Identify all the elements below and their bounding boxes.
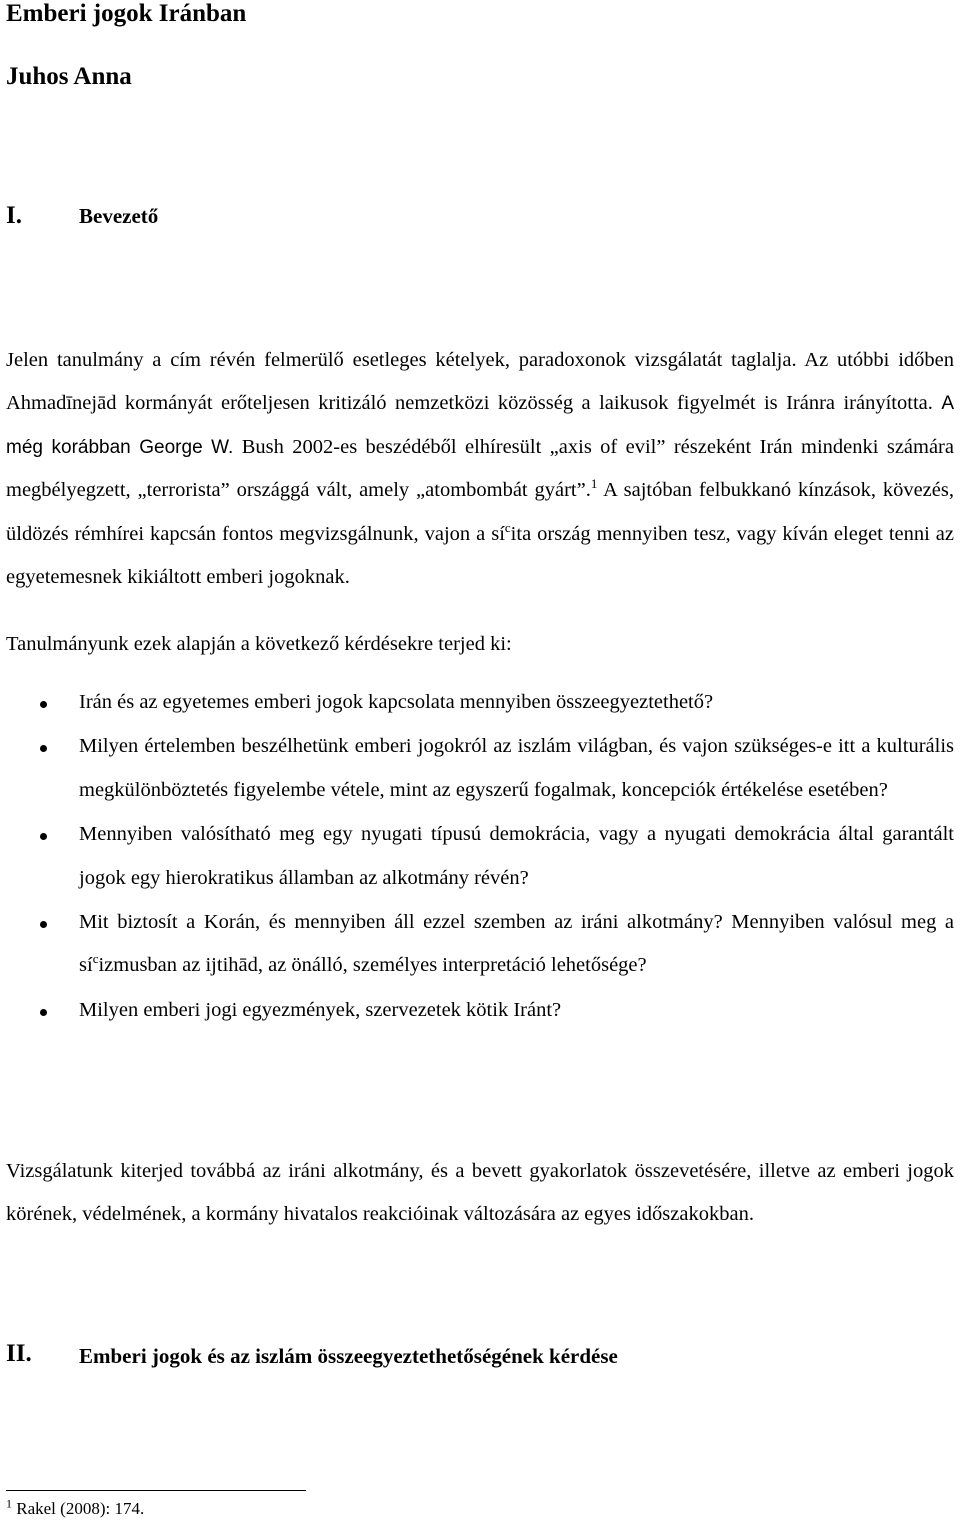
footnote-number: 1 — [6, 1496, 12, 1511]
list-item — [0, 813, 954, 900]
list-item — [0, 901, 954, 988]
intro-text-5: ita ország mennyiben tesz, vagy kíván eleget tenni az egyetemesnek kikiáltott emberi jogoknak. — [6, 522, 954, 589]
superscript-c: c — [504, 519, 511, 535]
author-name: Juhos Anna — [6, 63, 132, 90]
bullet-icon — [40, 1009, 47, 1016]
intro-text-3: Bush 2002-es beszédéből elhíresült „axis of evil” részeként Irán mindenki számára megbélyegzett, „terrorista” országgá vált, amely „atombombát gyárt”. — [6, 435, 954, 502]
bullet-icon — [40, 833, 47, 840]
question-text-cont: izmusban az ijtihād, az önálló, személyes interpretáció lehetősége? — [98, 954, 647, 977]
questions-intro: Tanulmányunk ezek alapján a következő kérdésekre terjed ki: — [6, 633, 512, 655]
intro-text-4: A sajtóban felbukkanó kínzások, kövezés, üldözés rémhírei kapcsán fontos megvizsgálnunk, vajon a sí — [6, 479, 954, 545]
bullet-icon — [40, 921, 47, 928]
section-2-number: II. — [6, 1340, 32, 1367]
bullet-icon — [40, 745, 47, 752]
bullet-icon — [40, 701, 47, 708]
questions-list — [0, 681, 954, 1033]
document-title: Emberi jogok Iránban — [6, 0, 247, 27]
question-text: Milyen emberi jogi egyezmények, szervezetek kötik Iránt? — [79, 998, 562, 1021]
superscript-c: c — [92, 951, 99, 967]
question-text: Mennyiben valósítható meg egy nyugati típusú demokrácia, vagy a nyugati demokrácia által garantált jogok egy hierokratikus államban az alkotmány révén? — [79, 823, 954, 889]
footnote-divider — [6, 1490, 306, 1491]
list-item — [0, 681, 954, 724]
list-item — [0, 725, 954, 812]
section-1-title: Bevezető — [79, 204, 159, 228]
question-text: Irán és az egyetemes emberi jogok kapcsolata mennyiben összeegyeztethető? — [79, 691, 714, 713]
question-text: Milyen értelemben beszélhetünk emberi jogokról az iszlám világban, és vajon szükséges-e itt a kulturális megkülönböztetés figyelembe vétele, mint az egyszerű fogalmak, koncepciók értékelése esetében? — [79, 735, 954, 801]
footnote — [6, 1497, 144, 1521]
section-1-number: I. — [6, 202, 22, 229]
scope-paragraph: Vizsgálatunk kiterjed továbbá az iráni alkotmány, és a bevett gyakorlatok összevetésére, illetve az emberi jogok körének, védelmének, a kormány hivatalos reakcióinak változására az egyes időszakokban. — [6, 1160, 954, 1226]
intro-text-2: A még korábban George W. — [6, 393, 955, 458]
section-2-title: Emberi jogok és az iszlám összeegyeztethetőségének kérdése — [79, 1344, 618, 1368]
footnote-text: Rakel (2008): 174. — [16, 1499, 145, 1518]
intro-paragraph — [6, 339, 954, 599]
question-text: Mit biztosít a Korán, és mennyiben áll ezzel szemben az iráni alkotmány? Mennyiben valósul meg a sí — [79, 911, 954, 977]
list-item — [0, 989, 954, 1032]
intro-text-1: Jelen tanulmány a cím révén felmerülő esetleges kételyek, paradoxonok vizsgálatát taglalja. Az utóbbi időben Ahmadīnejād kormányát erőteljesen kritizáló nemzetközi közösség a laikusok figyelmét is Iránra irányította. — [6, 349, 954, 415]
footnote-reference[interactable]: 1 — [590, 476, 598, 492]
